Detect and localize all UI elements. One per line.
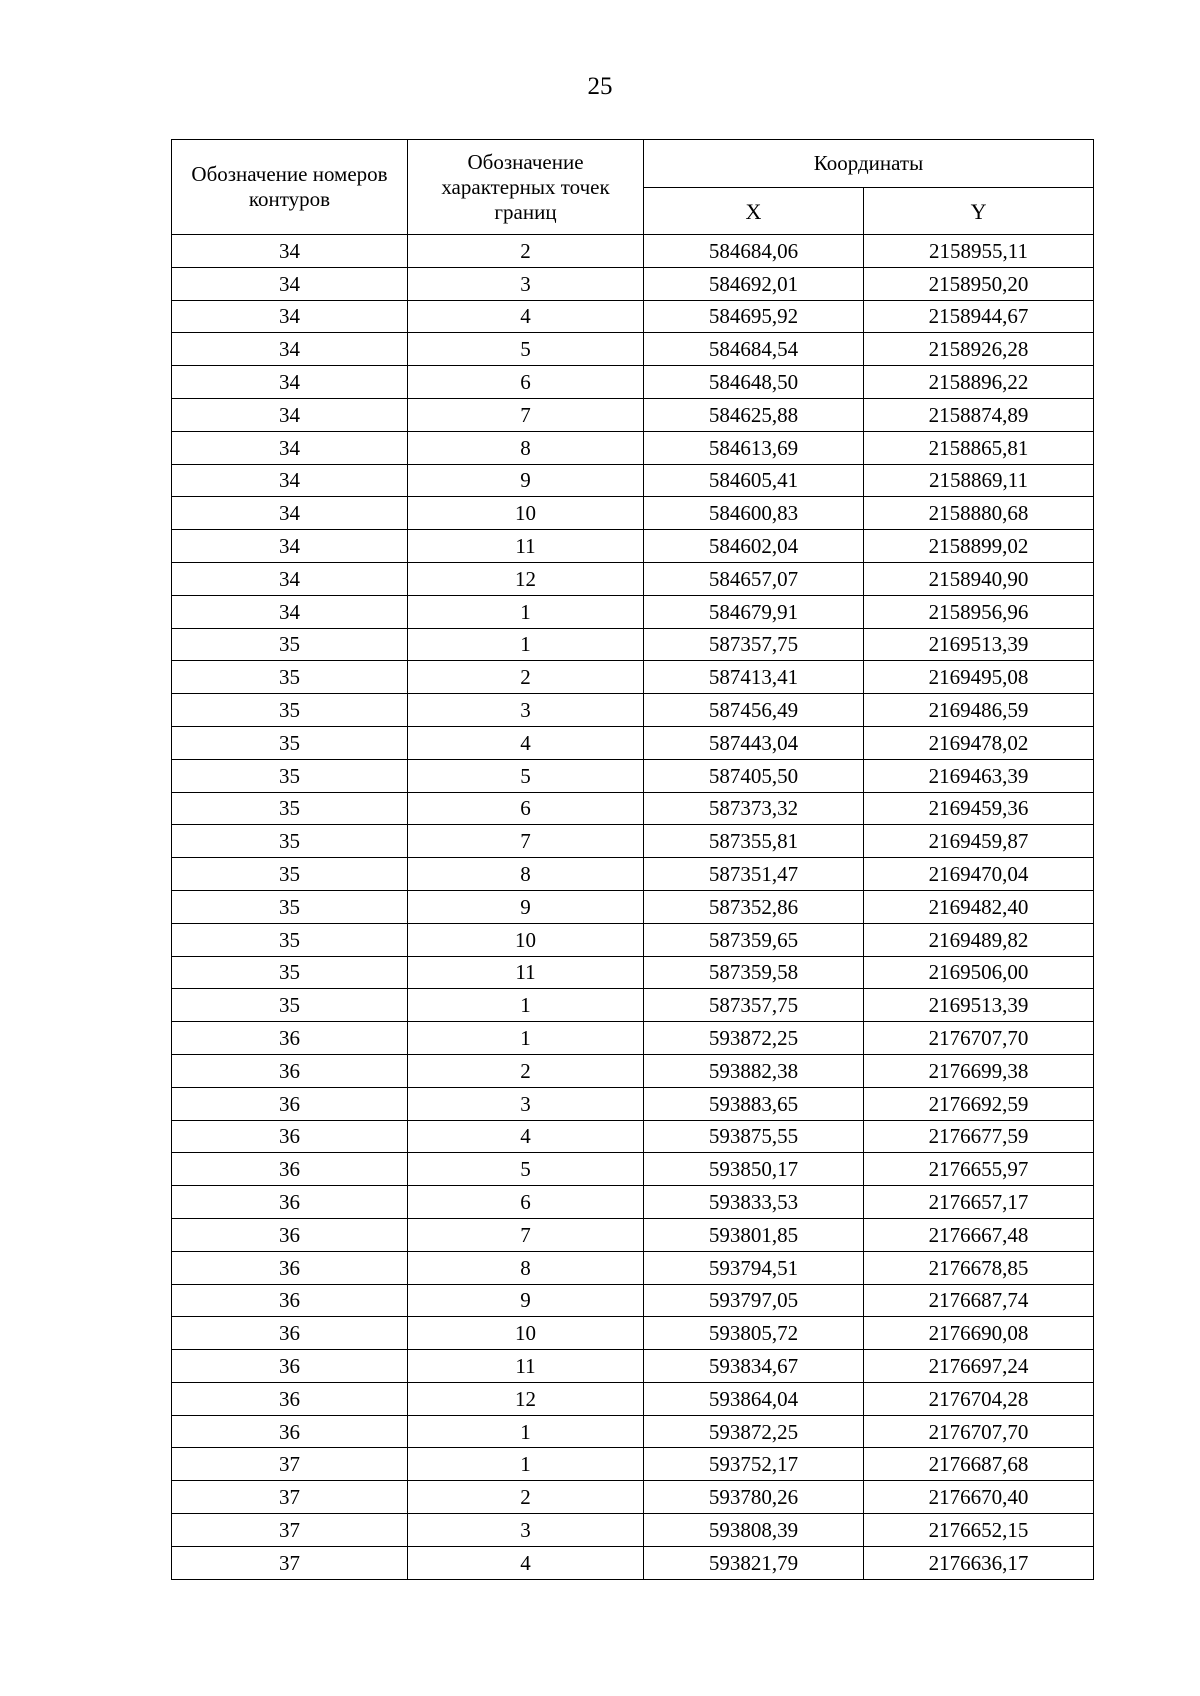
cell-y: 2158926,28 (864, 333, 1094, 366)
cell-contour: 34 (172, 366, 408, 399)
cell-contour: 34 (172, 562, 408, 595)
cell-y: 2169513,39 (864, 628, 1094, 661)
cell-contour: 36 (172, 1415, 408, 1448)
cell-point: 3 (408, 1514, 644, 1547)
header-x: X (644, 188, 864, 235)
cell-y: 2176692,59 (864, 1087, 1094, 1120)
cell-point: 2 (408, 235, 644, 268)
cell-x: 593780,26 (644, 1481, 864, 1514)
cell-y: 2158874,89 (864, 398, 1094, 431)
cell-point: 8 (408, 858, 644, 891)
cell-point: 4 (408, 1546, 644, 1579)
table-row (172, 1415, 1094, 1448)
cell-point: 4 (408, 1120, 644, 1153)
cell-contour: 34 (172, 333, 408, 366)
cell-x: 587359,65 (644, 923, 864, 956)
table-row (172, 858, 1094, 891)
cell-y: 2169459,36 (864, 792, 1094, 825)
cell-point: 2 (408, 1481, 644, 1514)
cell-contour: 34 (172, 398, 408, 431)
cell-y: 2176707,70 (864, 1022, 1094, 1055)
cell-point: 1 (408, 1448, 644, 1481)
cell-point: 11 (408, 1350, 644, 1383)
table-row (172, 792, 1094, 825)
table-row (172, 628, 1094, 661)
cell-x: 584600,83 (644, 497, 864, 530)
cell-contour: 37 (172, 1448, 408, 1481)
cell-point: 5 (408, 759, 644, 792)
cell-y: 2176704,28 (864, 1382, 1094, 1415)
cell-contour: 34 (172, 464, 408, 497)
cell-x: 587352,86 (644, 890, 864, 923)
table-row (172, 530, 1094, 563)
cell-x: 587413,41 (644, 661, 864, 694)
cell-contour: 35 (172, 759, 408, 792)
table-row (172, 1251, 1094, 1284)
table-row (172, 825, 1094, 858)
table-row (172, 595, 1094, 628)
table-row (172, 431, 1094, 464)
cell-x: 593752,17 (644, 1448, 864, 1481)
table-row (172, 694, 1094, 727)
cell-x: 584657,07 (644, 562, 864, 595)
table-row (172, 398, 1094, 431)
table-row (172, 1087, 1094, 1120)
cell-x: 593797,05 (644, 1284, 864, 1317)
cell-contour: 34 (172, 497, 408, 530)
table-row (172, 759, 1094, 792)
cell-contour: 37 (172, 1514, 408, 1547)
cell-contour: 35 (172, 858, 408, 891)
cell-x: 584684,54 (644, 333, 864, 366)
cell-y: 2169470,04 (864, 858, 1094, 891)
table-row (172, 1120, 1094, 1153)
cell-point: 10 (408, 497, 644, 530)
table-row (172, 1054, 1094, 1087)
cell-contour: 37 (172, 1546, 408, 1579)
table-row (172, 1546, 1094, 1579)
table-row (172, 366, 1094, 399)
cell-contour: 36 (172, 1054, 408, 1087)
cell-y: 2158944,67 (864, 300, 1094, 333)
table-row (172, 267, 1094, 300)
header-contour-numbers: Обозначение номеров контуров (172, 140, 408, 235)
page-number: 25 (587, 73, 613, 100)
table-row (172, 989, 1094, 1022)
cell-x: 593850,17 (644, 1153, 864, 1186)
cell-contour: 36 (172, 1317, 408, 1350)
cell-point: 7 (408, 1218, 644, 1251)
cell-point: 6 (408, 1186, 644, 1219)
cell-y: 2158880,68 (864, 497, 1094, 530)
cell-y: 2176652,15 (864, 1514, 1094, 1547)
cell-point: 1 (408, 628, 644, 661)
table-row (172, 956, 1094, 989)
table-row (172, 661, 1094, 694)
cell-y: 2176677,59 (864, 1120, 1094, 1153)
cell-point: 7 (408, 398, 644, 431)
cell-x: 593872,25 (644, 1415, 864, 1448)
cell-x: 593805,72 (644, 1317, 864, 1350)
cell-x: 584605,41 (644, 464, 864, 497)
cell-x: 587357,75 (644, 628, 864, 661)
cell-contour: 35 (172, 890, 408, 923)
table-row (172, 923, 1094, 956)
table-row (172, 1153, 1094, 1186)
cell-y: 2169513,39 (864, 989, 1094, 1022)
cell-point: 4 (408, 300, 644, 333)
cell-contour: 36 (172, 1251, 408, 1284)
cell-contour: 34 (172, 300, 408, 333)
cell-y: 2158899,02 (864, 530, 1094, 563)
cell-point: 9 (408, 1284, 644, 1317)
cell-contour: 36 (172, 1153, 408, 1186)
cell-y: 2169478,02 (864, 726, 1094, 759)
cell-point: 11 (408, 956, 644, 989)
cell-point: 2 (408, 1054, 644, 1087)
cell-contour: 35 (172, 694, 408, 727)
cell-y: 2158869,11 (864, 464, 1094, 497)
cell-contour: 35 (172, 923, 408, 956)
cell-point: 3 (408, 267, 644, 300)
cell-x: 584648,50 (644, 366, 864, 399)
cell-x: 584692,01 (644, 267, 864, 300)
cell-contour: 34 (172, 267, 408, 300)
cell-contour: 34 (172, 595, 408, 628)
header-boundary-points: Обозначение характерных точек границ (408, 140, 644, 235)
cell-x: 593875,55 (644, 1120, 864, 1153)
cell-y: 2158940,90 (864, 562, 1094, 595)
coordinates-table (171, 139, 1094, 1580)
cell-x: 584613,69 (644, 431, 864, 464)
cell-point: 6 (408, 366, 644, 399)
cell-contour: 36 (172, 1284, 408, 1317)
table-row (172, 1186, 1094, 1219)
cell-y: 2176690,08 (864, 1317, 1094, 1350)
cell-y: 2158865,81 (864, 431, 1094, 464)
cell-x: 587456,49 (644, 694, 864, 727)
cell-x: 593864,04 (644, 1382, 864, 1415)
cell-contour: 36 (172, 1382, 408, 1415)
cell-point: 9 (408, 890, 644, 923)
table-row (172, 464, 1094, 497)
cell-x: 584625,88 (644, 398, 864, 431)
table-row (172, 1514, 1094, 1547)
table-row (172, 333, 1094, 366)
cell-point: 6 (408, 792, 644, 825)
cell-point: 1 (408, 1022, 644, 1055)
cell-contour: 34 (172, 431, 408, 464)
cell-contour: 36 (172, 1120, 408, 1153)
cell-y: 2176687,74 (864, 1284, 1094, 1317)
cell-contour: 35 (172, 726, 408, 759)
cell-point: 10 (408, 923, 644, 956)
cell-x: 584695,92 (644, 300, 864, 333)
cell-point: 12 (408, 1382, 644, 1415)
cell-y: 2158955,11 (864, 235, 1094, 268)
cell-x: 587373,32 (644, 792, 864, 825)
cell-contour: 36 (172, 1022, 408, 1055)
cell-point: 3 (408, 694, 644, 727)
cell-y: 2169506,00 (864, 956, 1094, 989)
cell-x: 587357,75 (644, 989, 864, 1022)
cell-x: 593794,51 (644, 1251, 864, 1284)
cell-point: 1 (408, 1415, 644, 1448)
cell-point: 8 (408, 431, 644, 464)
cell-y: 2176636,17 (864, 1546, 1094, 1579)
cell-contour: 36 (172, 1218, 408, 1251)
cell-x: 593801,85 (644, 1218, 864, 1251)
table-row (172, 300, 1094, 333)
table-row (172, 726, 1094, 759)
cell-x: 587351,47 (644, 858, 864, 891)
cell-x: 593821,79 (644, 1546, 864, 1579)
cell-y: 2169459,87 (864, 825, 1094, 858)
table-row (172, 1218, 1094, 1251)
cell-y: 2176667,48 (864, 1218, 1094, 1251)
table-row (172, 235, 1094, 268)
table-row (172, 1382, 1094, 1415)
cell-contour: 35 (172, 989, 408, 1022)
cell-y: 2158896,22 (864, 366, 1094, 399)
cell-x: 587443,04 (644, 726, 864, 759)
header-coordinates: Координаты (644, 140, 1094, 188)
table-header (172, 140, 1094, 235)
cell-contour: 34 (172, 235, 408, 268)
cell-contour: 36 (172, 1087, 408, 1120)
cell-point: 5 (408, 333, 644, 366)
cell-x: 593882,38 (644, 1054, 864, 1087)
cell-contour: 35 (172, 792, 408, 825)
cell-y: 2176707,70 (864, 1415, 1094, 1448)
cell-x: 593808,39 (644, 1514, 864, 1547)
cell-y: 2176655,97 (864, 1153, 1094, 1186)
cell-y: 2158956,96 (864, 595, 1094, 628)
cell-contour: 35 (172, 628, 408, 661)
table-body (172, 235, 1094, 1580)
table-row (172, 562, 1094, 595)
table-row (172, 1317, 1094, 1350)
table-row (172, 1350, 1094, 1383)
header-y: Y (864, 188, 1094, 235)
cell-point: 2 (408, 661, 644, 694)
cell-x: 584684,06 (644, 235, 864, 268)
cell-contour: 36 (172, 1186, 408, 1219)
cell-x: 593872,25 (644, 1022, 864, 1055)
cell-y: 2176657,17 (864, 1186, 1094, 1219)
cell-y: 2169495,08 (864, 661, 1094, 694)
cell-contour: 35 (172, 825, 408, 858)
cell-point: 8 (408, 1251, 644, 1284)
cell-contour: 35 (172, 956, 408, 989)
cell-contour: 35 (172, 661, 408, 694)
cell-y: 2176699,38 (864, 1054, 1094, 1087)
cell-x: 587355,81 (644, 825, 864, 858)
cell-point: 4 (408, 726, 644, 759)
cell-x: 584679,91 (644, 595, 864, 628)
cell-contour: 36 (172, 1350, 408, 1383)
cell-point: 5 (408, 1153, 644, 1186)
cell-point: 12 (408, 562, 644, 595)
table-row (172, 1481, 1094, 1514)
cell-y: 2176687,68 (864, 1448, 1094, 1481)
cell-y: 2176697,24 (864, 1350, 1094, 1383)
cell-point: 10 (408, 1317, 644, 1350)
cell-y: 2176678,85 (864, 1251, 1094, 1284)
cell-x: 593883,65 (644, 1087, 864, 1120)
cell-x: 593833,53 (644, 1186, 864, 1219)
cell-y: 2158950,20 (864, 267, 1094, 300)
cell-x: 593834,67 (644, 1350, 864, 1383)
table-row (172, 1022, 1094, 1055)
cell-x: 584602,04 (644, 530, 864, 563)
table-row (172, 1284, 1094, 1317)
table-row (172, 890, 1094, 923)
cell-contour: 34 (172, 530, 408, 563)
table-row (172, 497, 1094, 530)
table-row (172, 1448, 1094, 1481)
cell-point: 1 (408, 595, 644, 628)
cell-y: 2169463,39 (864, 759, 1094, 792)
cell-point: 7 (408, 825, 644, 858)
cell-x: 587359,58 (644, 956, 864, 989)
cell-point: 9 (408, 464, 644, 497)
cell-y: 2176670,40 (864, 1481, 1094, 1514)
cell-x: 587405,50 (644, 759, 864, 792)
cell-point: 11 (408, 530, 644, 563)
cell-point: 1 (408, 989, 644, 1022)
cell-point: 3 (408, 1087, 644, 1120)
cell-y: 2169489,82 (864, 923, 1094, 956)
cell-y: 2169482,40 (864, 890, 1094, 923)
cell-contour: 37 (172, 1481, 408, 1514)
cell-y: 2169486,59 (864, 694, 1094, 727)
